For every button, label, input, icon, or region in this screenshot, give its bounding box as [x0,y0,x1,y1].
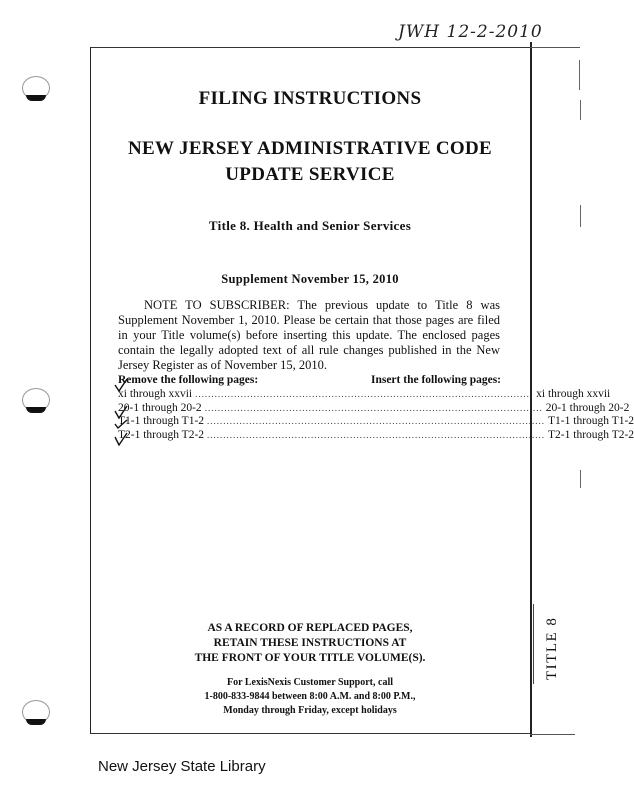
table-header [118,374,501,388]
dot-leader: ........................................................................................................ [195,389,534,399]
title-tab-label: TITLE 8 [544,616,560,680]
remove-range: 20-1 through 20-2 [118,401,202,414]
support-line: 1-800-833-9844 between 8:00 A.M. and 8:00 P.M., [204,691,416,702]
remove-range: T1-1 through T1-2 [118,415,205,427]
insert-range: 20-1 through 20-2 [545,401,630,414]
remove-range: xi through xxvii [118,388,193,400]
frame-bottom-extension [530,734,575,735]
remove-range: T2-1 through T2-2 [118,428,205,441]
support-line: For LexisNexis Customer Support, call [226,677,393,688]
dot-leader: ........................................................................................................ [204,402,543,413]
customer-support [90,676,530,718]
handwritten-annotation: JWH 12-2-2010 [398,22,543,42]
table-row [118,428,634,443]
edge-mark [580,205,581,227]
binder-hole-middle [22,388,50,412]
checkmark-icon [114,378,128,392]
edge-mark [580,100,581,120]
table-row [118,415,634,429]
code-title-line1: NEW JERSEY ADMINISTRATIVE CODE [128,138,492,159]
checkmark-icon [114,418,128,432]
insert-range: T2-1 through T2-2 [548,428,634,441]
dot-leader: ........................................................................................................ [207,416,546,426]
binder-hole-top [22,76,50,100]
checkmark-icon [114,405,128,419]
insert-range: xi through xxvii [536,388,611,400]
binder-hole-bottom [22,700,50,724]
table-row [118,401,630,416]
insert-header: Insert the following pages: [370,374,501,386]
frame-top-extension [530,47,580,48]
dot-leader: ........................................................................................................ [207,429,546,440]
support-line: Monday through Friday, except holidays [223,705,397,716]
code-title-line2: UPDATE SERVICE [225,164,395,185]
document-title: FILING INSTRUCTIONS [198,88,422,109]
remove-header: Remove the following pages: [118,374,259,386]
insert-range: T1-1 through T1-2 [548,415,634,427]
record-line: THE FRONT OF YOUR TITLE VOLUME(S). [194,652,426,664]
record-line: AS A RECORD OF REPLACED PAGES, [207,622,413,634]
edge-mark [579,60,580,90]
page-replacement-table [118,374,634,442]
record-instructions [90,621,530,666]
supplement-date: Supplement November 15, 2010 [221,272,399,286]
library-footer: New Jersey State Library [98,758,266,775]
subscriber-note: NOTE TO SUBSCRIBER: The previous update to Title 8 was Supplement November 1, 2010. Please be certain that those pages are filed in your Title volume(s) before inserting this update. The enclosed pages contain the legally adopted text of all rule changes published in the New Jersey Register as of November 15, 2010. [118,298,500,372]
checkmark-icon [114,432,128,446]
table-row [118,388,611,402]
edge-mark [580,470,581,488]
subject-title: Title 8. Health and Senior Services [208,218,412,233]
record-line: RETAIN THESE INSTRUCTIONS AT [213,637,407,649]
